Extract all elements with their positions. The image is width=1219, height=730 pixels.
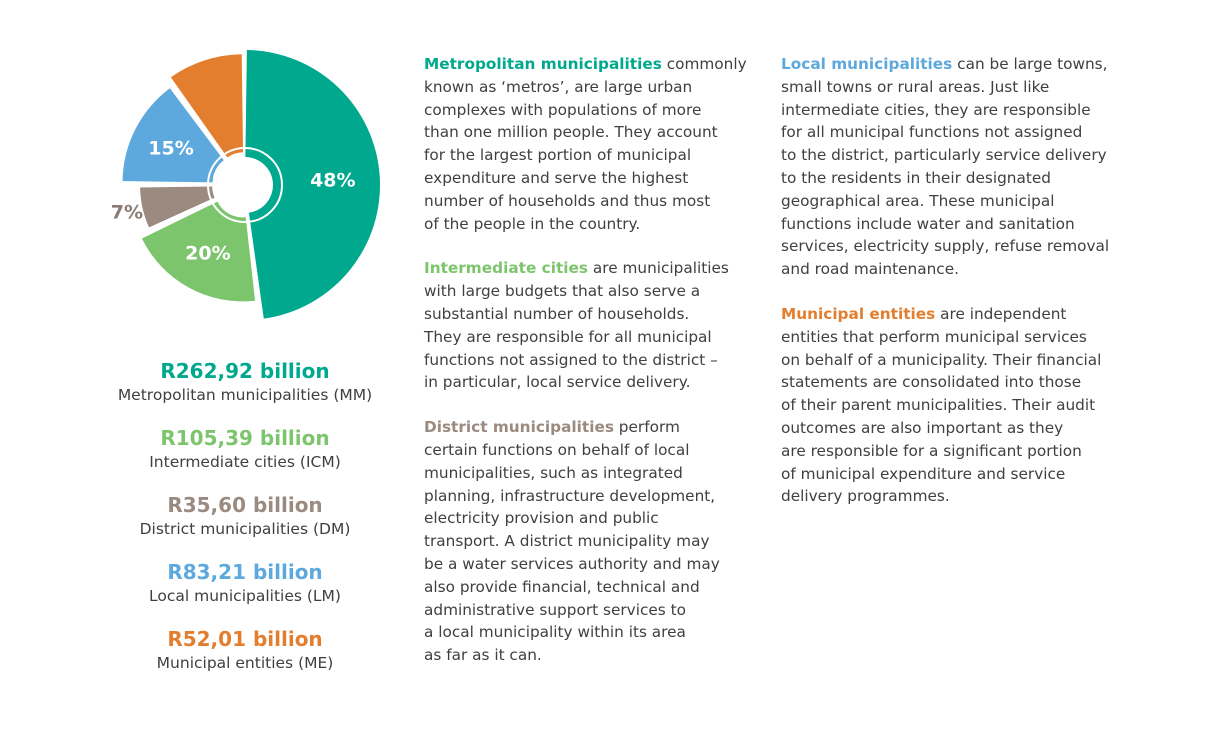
legend-item-mm [100,358,390,425]
paragraph-lead-term: Metropolitan municipalities [424,55,662,73]
paragraph-line: than one million people. They account [424,123,718,142]
right-paragraph-2 [781,303,1119,508]
paragraph-lead-term: District municipalities [424,418,614,437]
legend-name-dm: District municipalities (DM) [139,520,351,538]
pie-inner-ring [208,148,282,222]
paragraph-line: District municipalities perform [424,418,680,437]
legend-amount-mm: R262,92 billion [160,359,330,383]
paragraph-line: planning, infrastructure development, [424,486,716,505]
paragraph-line: and road maintenance. [781,260,959,279]
paragraph-line: statements are consolidated into those [781,373,1082,392]
paragraph-line: functions include water and sanitation [781,214,1075,233]
pie-label-mm: 48% [310,169,356,192]
paragraph-line: small towns or rural areas. Just like [781,77,1050,96]
paragraph-line: electricity provision and public [424,509,659,528]
paragraph-lead-term: Local municipalities [781,55,953,73]
paragraph-line: of the people in the country. [424,214,641,233]
paragraph-lead-term: Municipal entities [781,304,936,323]
paragraph-line: to the residents in their designated [781,168,1051,187]
paragraph-line: known as ‘metros’, are large urban [424,77,693,96]
left-paragraph-2 [424,257,742,394]
legend-amount-lm: R83,21 billion [167,560,323,584]
paragraph-line: administrative support services to [424,600,686,619]
paragraph-line: entities that perform municipal services [781,327,1087,346]
paragraph-line: be a water services authority and may [424,554,720,573]
paragraph-line: They are responsible for all municipal [424,327,712,346]
legend-item-dm [100,492,390,559]
pie-label-dm: 7% [110,201,144,224]
paragraph-line: of their parent municipalities. Their audit [781,396,1096,415]
legend-name-me: Municipal entities (ME) [156,654,334,672]
paragraph-line: expenditure and serve the highest [424,168,689,187]
paragraph-line: as far as it can. [424,646,542,665]
legend-item-icm [100,425,390,492]
legend-amount-icm: R105,39 billion [160,426,330,450]
paragraph-line: to the district, particularly service delivery [781,146,1107,165]
text-column-left [424,53,747,689]
paragraph-line: Local municipalities can be large towns, [781,55,1108,73]
pie-label-me: 10% [185,62,232,85]
paragraph-line: for the largest portion of municipal [424,146,692,165]
right-paragraph-1 [781,53,1119,281]
left-paragraph-1 [424,53,747,235]
legend-amount-me: R52,01 billion [167,627,323,651]
paragraph-line: are responsible for a significant portion [781,441,1082,460]
paragraph-line: municipalities, such as integrated [424,463,683,482]
paragraph-line: Intermediate cities are municipalities [424,259,729,278]
paragraph-line: also provide financial, technical and [424,577,700,596]
paragraph-line: certain functions on behalf of local [424,440,690,459]
legend-amount-dm: R35,60 billion [167,493,323,517]
paragraph-line: in particular, local service delivery. [424,373,691,392]
legend-name-mm: Metropolitan municipalities (MM) [117,386,373,404]
legend-item-me [100,626,390,693]
legend-name-lm: Local municipalities (LM) [149,587,341,605]
paragraph-lead-term: Intermediate cities [424,259,589,278]
pie-chart [110,50,390,330]
paragraph-line: a local municipality within its area [424,623,686,642]
paragraph-line: functions not assigned to the district – [424,350,718,369]
chart-legend [100,358,390,693]
paragraph-line: services, electricity supply, refuse removal [781,237,1110,256]
paragraph-line: geographical area. These municipal [781,191,1055,210]
paragraph-line: transport. A district municipality may [424,532,710,551]
paragraph-line: substantial number of households. [424,304,690,323]
paragraph-line: number of households and thus most [424,191,711,210]
pie-label-icm: 20% [185,242,231,265]
paragraph-line: Metropolitan municipalities commonly [424,55,747,73]
legend-name-icm: Intermediate cities (ICM) [149,453,341,471]
paragraph-line: with large budgets that also serve a [424,282,701,301]
left-paragraph-3 [424,416,742,667]
pie-label-lm: 15% [148,137,194,160]
paragraph-line: of municipal expenditure and service [781,464,1066,483]
paragraph-line: Municipal entities are independent [781,304,1067,323]
paragraph-line: outcomes are also important as they [781,418,1064,437]
paragraph-line: for all municipal functions not assigned [781,123,1083,142]
paragraph-line: delivery programmes. [781,487,950,506]
paragraph-line: intermediate cities, they are responsible [781,100,1091,119]
paragraph-line: on behalf of a municipality. Their financial [781,350,1102,369]
paragraph-line: complexes with populations of more [424,100,702,119]
legend-item-lm [100,559,390,626]
text-column-right [781,53,1119,530]
